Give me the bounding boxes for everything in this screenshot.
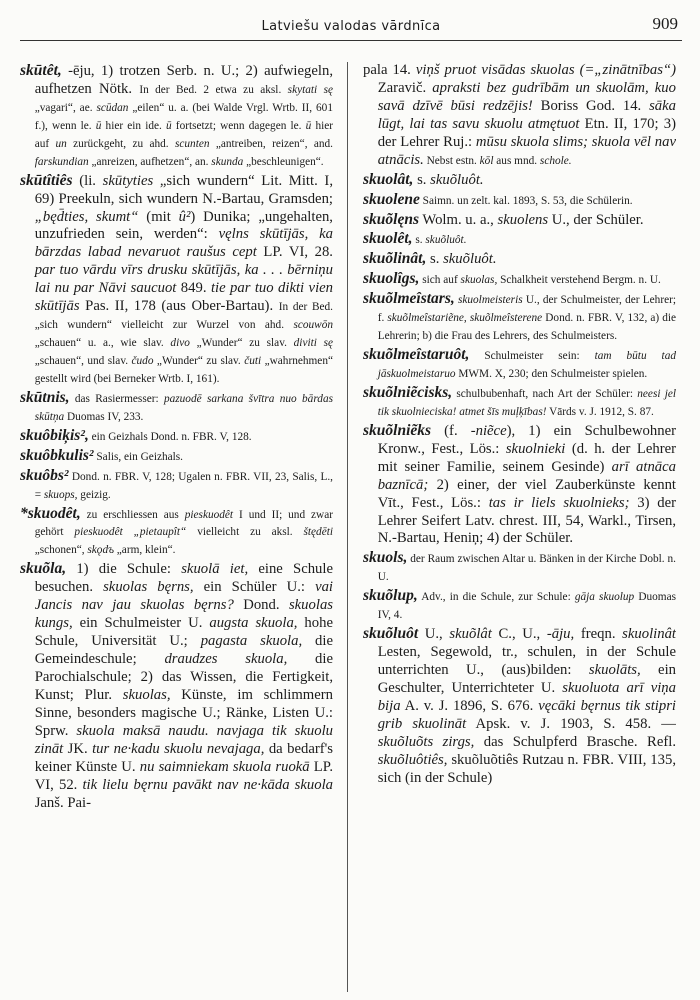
entry-text: der Raum zwischen Altar u. Bänken in der Kirche Dobl. n. U. (377, 553, 676, 584)
entry-text: skuolā iet, (181, 561, 249, 578)
entry-text: tas ir liels skuolnieks; (488, 494, 630, 511)
entry-text: sāka lūgt, lai tas savu skuolu atmętuot (377, 97, 676, 132)
entry-headword: skuôbiķis², (20, 426, 89, 444)
left-column (20, 62, 333, 992)
entry-text: scūdan (96, 101, 129, 114)
dictionary-entry (363, 346, 676, 383)
entry-text: die Gemeindeschule; (34, 633, 333, 667)
entry-text: 2) einer, der viel Zauberkünste kennt Vīt., Fest., Lös.: (377, 476, 676, 511)
entry-text: s. (413, 171, 431, 188)
entry-text: „schauen“ u. a., wie slav. (34, 337, 171, 350)
entry-text: skuõluôt. (425, 234, 467, 247)
entry-text: hohe Schule, Universität U.; (34, 615, 333, 650)
entry-text: Apsk. v. J. 1903, S. 458. — (466, 715, 676, 732)
dictionary-entry (363, 250, 676, 269)
entry-text: vai Jancis nav jau skuolas bęrns? (34, 579, 333, 614)
entry-headword: skuõlniẽcisks, (363, 383, 453, 401)
entry-text: skuolens (497, 211, 549, 228)
entry-text: MWM. X, 230; den Schulmeister spielen. (455, 368, 648, 380)
entry-text: eine Schule besuchen. (34, 561, 333, 596)
entry-text: skuõlmeîstariẽne, skuõlmeîsterene (387, 312, 543, 325)
entry-text: freqn. (574, 626, 623, 643)
entry-text: Adv., in die Schule, zur Schule: (417, 591, 575, 604)
dictionary-entry (20, 427, 333, 446)
entry-text: zu erschliessen aus (80, 508, 185, 521)
entry-text: kōl (479, 154, 494, 167)
column-divider (347, 62, 348, 992)
entry-text: skuolas kungs, (34, 597, 333, 632)
dictionary-entry (363, 211, 676, 230)
entry-text: I und II; und zwar gehört (34, 508, 333, 539)
entry-text: Saimn. un zelt. kal. 1893, S. 53, die Schülerin. (419, 194, 633, 207)
entry-text: diviti sę (293, 337, 333, 350)
entry-headword: skuõlmeîstaruôt, (363, 346, 470, 364)
entry-text: Salis, ein Geizhals. (93, 450, 183, 463)
entry-text: tam būtu tad jāskuolmeistaruo (377, 350, 676, 380)
entry-headword: skuolât, (363, 170, 414, 188)
entry-text: zurückgeht, zu ahd. (66, 137, 175, 150)
entry-text: Dond. (233, 597, 289, 614)
entry-text: skytati sę (287, 83, 333, 96)
entry-headword: skuôbs² (20, 466, 69, 484)
entry-text: Zaravič. (377, 79, 433, 96)
right-column (363, 62, 676, 992)
entry-text: tik lielu bęrnu pavākt nav ne·kāda skuola (82, 776, 333, 793)
entry-headword: skuols, (363, 549, 408, 567)
entry-text: „anreizen, aufhetzen“, an. (88, 155, 212, 168)
entry-text: (d. h. der Lehrer mit seiner Familie, seinem Gesinde) (377, 440, 676, 475)
entry-text: 1) die Schule: (66, 561, 182, 578)
dictionary-entry (363, 587, 676, 624)
entry-text: skuoluota arī viņa bija (377, 679, 676, 714)
entry-text: pala 14. (363, 62, 416, 78)
entry-text: ein Geizhals Dond. n. FBR. V, 128. (88, 430, 252, 443)
dictionary-entry (363, 270, 676, 289)
entry-text: Wolm. u. a., (419, 211, 498, 228)
entry-text: „będ̄ties, skumt“ (34, 208, 139, 225)
entry-text: ), 1) ein Schulbewohner Kronw., Fest., Lös.: (377, 422, 676, 457)
dictionary-entry (20, 389, 333, 426)
entry-text: Nebst estn. (423, 154, 480, 167)
entry-text: scunten (175, 137, 210, 150)
entry-text: skuolinât (622, 626, 676, 643)
entry-text: C., U., (491, 626, 547, 643)
entry-text: pieskuodêt (184, 508, 234, 521)
entry-text: Janš. Pai- (34, 794, 91, 811)
entry-text: skuõluôtiês, (377, 751, 448, 768)
entry-text: geizig. (77, 488, 111, 501)
entry-text: U., der Schulmeister, der Lehrer; f. (377, 294, 676, 325)
entry-headword: skuolêt, (363, 230, 413, 248)
entry-text: ū (166, 119, 172, 132)
entry-text: augsta skuola, (209, 615, 298, 632)
entry-text: ū (95, 119, 102, 132)
entry-text: „vagari“, ae. (34, 101, 97, 114)
entry-text: skuops, (43, 488, 78, 501)
entry-text: U., der Schüler. (548, 211, 644, 228)
entry-text: û² (178, 208, 191, 225)
dictionary-entry (363, 625, 676, 787)
entry-text: hier ein ide. (101, 119, 166, 132)
entry-text: -niẽce (470, 422, 507, 439)
entry-headword: skuolîgs, (363, 270, 420, 288)
entry-text: skuõluõtiês Rutzau n. FBR. VIII, 135, sich (in der Schule) (377, 751, 676, 786)
entry-text: Schulmeister sein: (469, 350, 595, 363)
dictionary-entry (363, 191, 676, 210)
entry-text: skūtyties (102, 172, 154, 189)
entry-text: 3) der Lehrer Seifert Latv. chrest. III, 54, Warkl., Tirsen, N.-Bartau, Heniņ; 4) der Schüler. (377, 494, 676, 547)
entry-text: s. (412, 234, 426, 247)
entry-text: die Parochialschule; 2) das Wissen, die Fertigkeit, Kunst; Plur. (34, 651, 333, 703)
entry-text: čudo (131, 355, 154, 367)
entry-text: Lesten, Segewold, tr., schulen, in der Schule unterrichten U., (aus)bilden: (377, 644, 676, 678)
entry-text: da bedarf's keiner Künste U. (34, 740, 333, 775)
entry-text: skuõluôt. (443, 251, 497, 268)
entry-text: nu saimniekam skuola ruokā (139, 758, 310, 775)
dictionary-entry (363, 384, 676, 421)
dictionary-entry (20, 560, 333, 812)
entry-text: das Schulpferd Brasche. Refl. (474, 733, 676, 750)
entry-headword: skuôbkulis² (20, 446, 94, 464)
entry-text: skuola maksā naudu. navjaga tik skuolu zināt (34, 722, 333, 757)
entry-text: Duomas IV, 4. (377, 591, 676, 622)
entry-text: „wahrnehmen“ gestellt wird (bei Berneker Wrtb. I, 161). (34, 355, 333, 385)
entry-text: LP. VI, 28. (256, 244, 333, 261)
entry-text: JK. (63, 740, 93, 757)
entry-text: „antreiben, reizen“, and. (209, 137, 333, 150)
entry-text: schulbubenhaft, nach Art der Schüler: (452, 387, 638, 400)
entry-text: draudzes skuola, (164, 651, 288, 667)
dictionary-entry (20, 62, 333, 171)
entry-headword: skūtîtiês (20, 171, 73, 189)
entry-text: U., (418, 626, 450, 643)
entry-text: pieskuodêt „pietaupît“ (74, 526, 187, 539)
dictionary-entry (363, 290, 676, 345)
entry-text: „schonen“, (34, 544, 88, 557)
page-header (20, 12, 682, 41)
entry-headword: skūtêt, (20, 62, 62, 79)
dictionary-entry (363, 230, 676, 249)
entry-text: ein Schulmeister U. (72, 615, 210, 632)
entry-text: gāja skuolup (574, 591, 635, 604)
entry-text: skǫdъ (87, 544, 114, 557)
entry-text: apraksti bez gudrībām un skuolām, kuo savā dzīvē būsi redzējis! (377, 79, 676, 114)
entry-text: skuõluôt. (430, 171, 484, 188)
entry-text: Dond. n. FBR. V, 132, a) die Lehrerin; b) die Frau des Lehrers, des Schulmeisters. (377, 312, 676, 343)
entry-text: schole. (539, 154, 572, 167)
entry-text: „sich wundern“ Lit. Mitt. I, 69) Preekuln, sich wundern N.-Bartau, Gramsden; (34, 172, 333, 207)
dictionary-entry (363, 422, 676, 549)
entry-text: Künste, im schlimmern Sinne, besonders magische U.; Ränke, Listen U.: Sprw. (34, 686, 333, 739)
entry-text: 849. (176, 280, 211, 297)
entry-text: „beschleunigen“. (243, 155, 324, 168)
entry-text: tur ne·kadu skuolu nevajaga, (92, 740, 265, 757)
entry-text: In der Bed. „sich wundern“ vielleicht zur Wurzel von ahd. (34, 301, 333, 332)
entry-text: skuolnieki (505, 440, 566, 457)
entry-text: LP. VI, 52. (34, 758, 333, 793)
entry-text: fortsetzt; wenn dagegen le. (171, 119, 306, 132)
entry-headword: skuõlmeîstars, (363, 290, 455, 308)
entry-text: divo (170, 337, 190, 350)
entry-text: -ēju, 1) trotzen Serb. n. U.; 2) aufwiegeln, aufhetzen Nötk. (34, 63, 333, 97)
entry-text: čuti (244, 355, 262, 367)
entry-text: scouwōn (293, 319, 333, 332)
entry-text: „schauen“, und slav. (34, 355, 132, 367)
entry-text: „Wunder“ zu slav. (153, 355, 245, 367)
entry-text: skuolāts, (588, 662, 641, 678)
entry-headword: skūtnis, (20, 388, 70, 406)
entry-text: das Rasiermesser: (69, 392, 164, 405)
dictionary-entry (20, 467, 333, 504)
entry-text: viņš pruot visādas skuolas (=„zinātnības“) (415, 62, 676, 78)
entry-headword: skuõla, (20, 560, 67, 578)
entry-text: ein Geschulter, Unterrichteter U. (377, 662, 676, 696)
entry-text: In der Bed. 2 etwa zu aksl. (139, 83, 288, 96)
entry-text: hier auf (34, 119, 333, 150)
entry-text: par tuo vārdu vīrs drusku skūtījās, ka . . . bērniņu lai nu par Nāvi saucuot (34, 262, 333, 297)
page-number: 909 (652, 14, 678, 33)
entry-text: skuolas, (460, 274, 498, 287)
entry-text: farskundian (34, 155, 89, 168)
entry-text: mūsu skuola slims; skuola vēl nav atnācis. (377, 133, 676, 168)
entry-text: Schalkheit verstehend Bergm. n. U. (497, 274, 661, 287)
entry-headword: skuõlniẽks (363, 421, 432, 439)
entry-text: (li. (72, 172, 103, 189)
entry-text: „arm, klein“. (113, 544, 176, 557)
entry-headword: skuõlinât, (363, 250, 427, 268)
entry-text: vęcāki bęrnus tik stipri grib skuolināt (377, 697, 676, 732)
entry-text: arī atnāca baznīcā; (377, 458, 676, 493)
entry-text: (mit (138, 208, 179, 225)
running-title: Latviešu valodas vārdnīca (261, 19, 441, 34)
entry-text: (f. (431, 422, 471, 439)
entry-text: tie par tuo dikti vien skūtījās (34, 280, 333, 315)
entry-text: ) Dunika; „ungehalten, unzufrieden sein, werden“: (34, 208, 333, 243)
entry-text: s. (426, 251, 444, 268)
dictionary-entry (20, 505, 333, 560)
dictionary-entry (363, 62, 676, 170)
entry-text: Duomas IV, 233. (64, 410, 144, 423)
entry-text: ein Schüler U.: (193, 579, 316, 596)
entry-headword: skuõlup, (363, 587, 418, 605)
dictionary-entry (363, 549, 676, 586)
entry-text: Dond. n. FBR. V, 128; Ugalen n. FBR. VII, 23, Salis, L., = (34, 470, 333, 501)
entry-text: A. v. J. 1896, S. 676. (400, 697, 539, 714)
entry-text: skuõluõts zirgs, (377, 733, 475, 750)
entry-text: „eilen“ u. a. (bei Walde Vrgl. Wrtb. II, 601 f.), wenn le. (34, 101, 333, 132)
entry-text: Pas. II, 178 (aus Ober-Bartau). (79, 298, 279, 315)
entry-text: štędēti (303, 526, 333, 539)
entry-text: Etn. II, 170; 3) der Lehrer Ruj.: (377, 115, 676, 150)
entry-headword: skuõlęns (363, 210, 419, 228)
entry-text: skuolmeisteris (457, 294, 523, 307)
entry-text: neesi jel tik skuolnieciska! atmet šīs muļķības! (377, 387, 676, 418)
entry-text: Vārds v. J. 1912, S. 87. (546, 405, 654, 418)
dictionary-entry (20, 172, 333, 388)
entry-headword: skuõluôt (363, 625, 419, 643)
entry-text: skuolas, (122, 686, 171, 703)
entry-text: skuõlât (449, 626, 492, 643)
entry-text: vęlns skūtījās, ka bārzdas labad nevaruot raušus cept (34, 226, 333, 261)
entry-text: pazuodē sarkana švītra nuo bārdas skūtņa (34, 392, 333, 423)
entry-text: sich auf (419, 274, 461, 287)
entry-text: -āju, (546, 626, 575, 643)
entry-text: vielleicht zu aksl. (186, 526, 304, 539)
entry-text: pagasta skuola, (200, 633, 303, 650)
entry-text: ū (305, 119, 312, 132)
entry-text: skuolas bęrns, (103, 579, 194, 596)
entry-text: Boriss God. 14. (532, 97, 650, 114)
entry-text: „Wunder“ zu slav. (189, 337, 294, 350)
entry-headword: skuolene (363, 190, 420, 208)
entry-headword: *skuodêt, (20, 504, 81, 522)
entry-text: un (55, 137, 67, 150)
dictionary-entry (20, 447, 333, 466)
entry-text: aus mnd. (493, 154, 540, 167)
dictionary-entry (363, 171, 676, 190)
entry-text: skunda (211, 155, 244, 168)
